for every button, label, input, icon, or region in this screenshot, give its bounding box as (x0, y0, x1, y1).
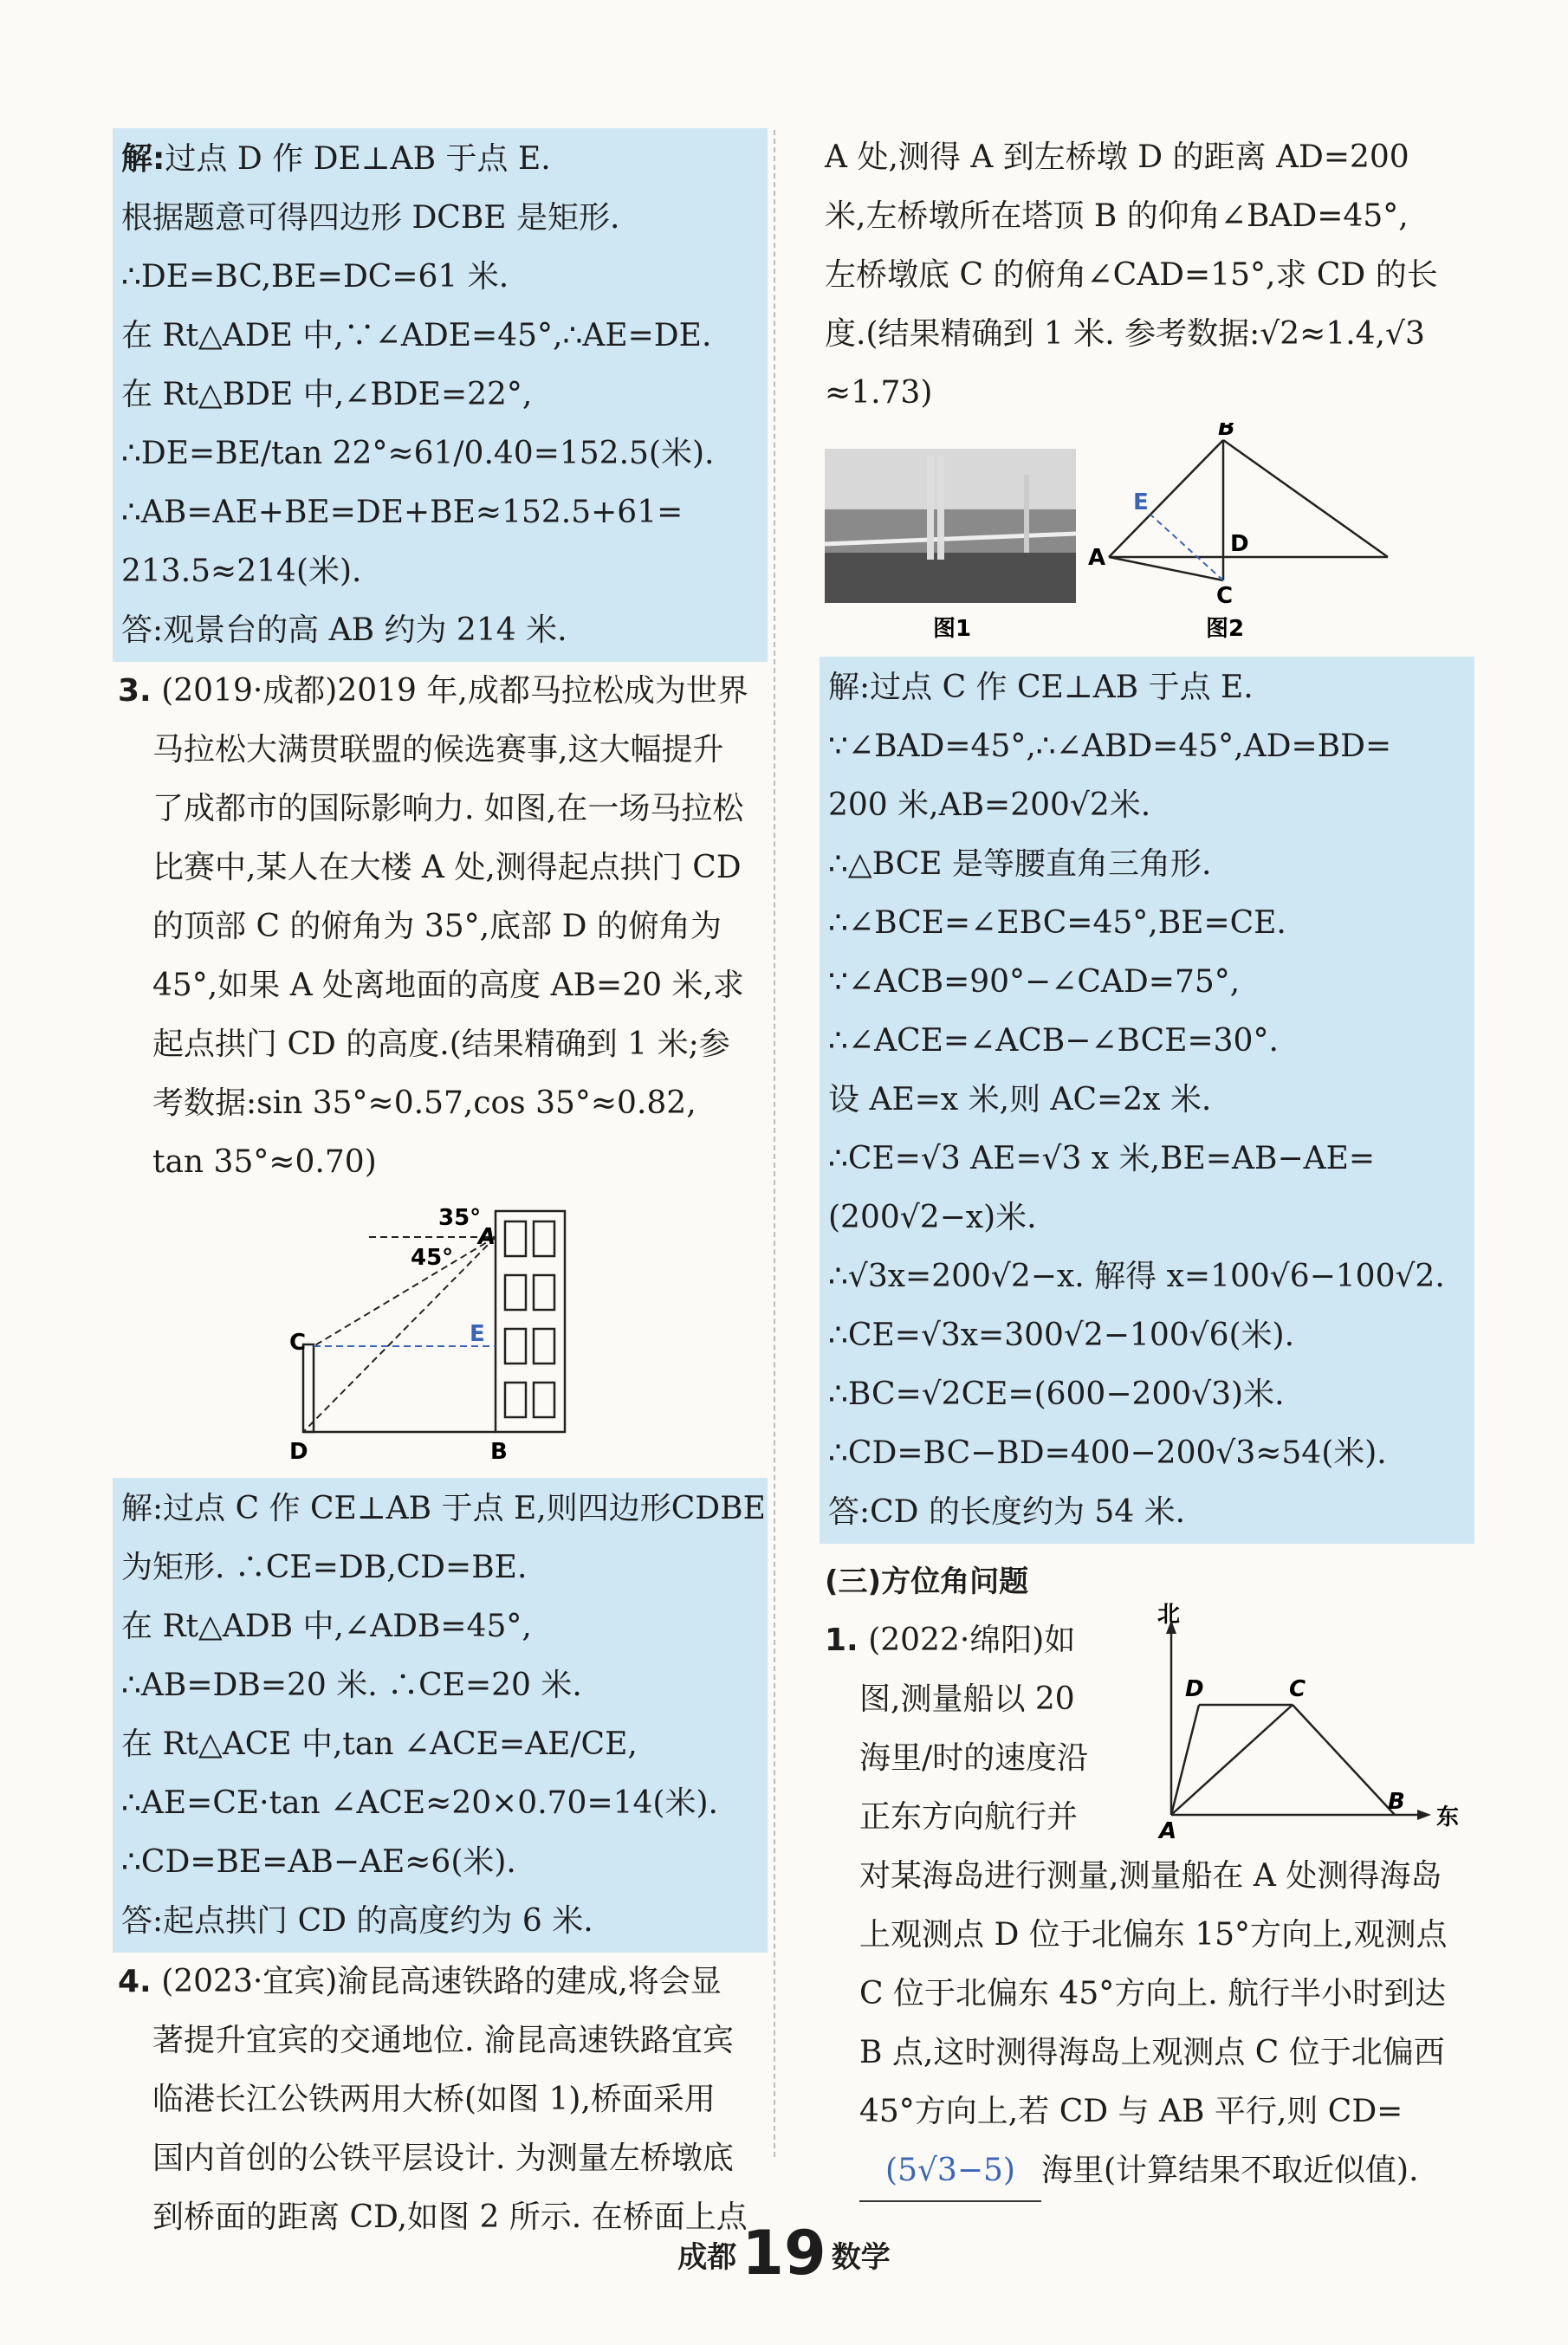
q4c-line-0: A 处,测得 A 到左桥墩 D 的距离 AD=200 (825, 139, 1409, 175)
column-divider (774, 130, 775, 2157)
sol4-line-0: 解:过点 C 作 CE⊥AB 于点 E. (828, 670, 1254, 705)
sol4-line-10: ∴√3x=200√2−x. 解得 x=100√6−100√2. (828, 1259, 1445, 1294)
sol2-line-0-rest: 过点 D 作 DE⊥AB 于点 E. (165, 141, 551, 177)
sol3-line-3: ∴AB=DB=20 米. ∴CE=20 米. (121, 1668, 582, 1703)
q1-point-A: A (1159, 1818, 1177, 1844)
q4-line-2: 临港长江公铁两用大桥(如图 1),桥面采用 (152, 2082, 716, 2117)
sol2-line-1: 根据题意可得四边形 DCBE 是矩形. (121, 200, 620, 236)
sol2-line-7: 213.5≈214(米). (121, 554, 362, 589)
q4c-line-3: 度.(结果精确到 1 米. 参考数据:√2≈1.4,√3 (825, 316, 1425, 352)
fig2-point-C: C (1216, 583, 1234, 609)
sol4-line-7: 设 AE=x 米,则 AC=2x 米. (828, 1082, 1212, 1117)
q1-tail: 海里(计算结果不取近似值). (1041, 2153, 1419, 2188)
q4-line-3: 国内首创的公铁平层设计. 为测量左桥墩底 (152, 2141, 734, 2176)
sol4-line-6: ∴∠ACE=∠ACB−∠BCE=30°. (828, 1023, 1279, 1059)
sol2-line-8: 答:观景台的高 AB 约为 214 米. (121, 612, 567, 648)
q4-figures (825, 423, 1466, 657)
sol4-line-3: ∴△BCE 是等腰直角三角形. (828, 846, 1212, 882)
q3-figure (118, 1192, 759, 1478)
q3-line-1: 马拉松大满贯联盟的候选赛事,这大幅提升 (152, 732, 724, 768)
q1-point-D: D (1185, 1676, 1204, 1702)
left-column (118, 128, 766, 2247)
q3-diagram (118, 1192, 759, 1478)
sol4-line-14: 答:CD 的长度约为 54 米. (828, 1494, 1186, 1530)
sol4-line-4: ∴∠BCE=∠EBC=45°,BE=CE. (828, 905, 1286, 941)
q4-number: 4. (118, 1964, 152, 1999)
sol3-line-4: 在 Rt△ACE 中,tan ∠ACE=AE/CE, (121, 1726, 638, 1762)
sol3-line-2: 在 Rt△ADB 中,∠ADB=45°, (121, 1609, 532, 1644)
q3-line-5: 45°,如果 A 处离地面的高度 AB=20 米,求 (152, 968, 744, 1003)
q3-angle-35: 35° (438, 1205, 482, 1231)
fig2-caption: 图2 (1206, 616, 1245, 642)
q4c-line-2: 左桥墩底 C 的俯角∠CAD=15°,求 CD 的长 (825, 257, 1438, 293)
q1-line-4: 45°方向上,若 CD 与 AB 平行,则 CD= (859, 2094, 1403, 2129)
q3-line-4: 的顶部 C 的俯角为 35°,底部 D 的俯角为 (152, 909, 722, 944)
q1-point-C: C (1289, 1676, 1306, 1702)
sol2-line-2: ∴DE=BC,BE=DC=61 米. (121, 259, 509, 295)
q3-line-2: 了成都市的国际影响力. 如图,在一场马拉松 (152, 791, 744, 826)
q1-number: 1. (825, 1623, 859, 1658)
right-column (825, 128, 1466, 2202)
q1-line-0: 对某海岛进行测量,测量船在 A 处测得海岛 (859, 1858, 1442, 1894)
sol2-line-4: 在 Rt△BDE 中,∠BDE=22°, (121, 377, 533, 412)
q4c-line-4: ≈1.73) (825, 375, 933, 411)
q3-line-3: 比赛中,某人在大楼 A 处,测得起点拱门 CD (152, 850, 742, 885)
q1-point-B: B (1388, 1789, 1405, 1815)
footer-subject: 数学 (831, 2240, 891, 2275)
q3-point-B: B (490, 1439, 508, 1465)
q4-diagram (825, 423, 1466, 657)
sol2-line-5: ∴DE=BE/tan 22°≈61/0.40=152.5(米). (121, 436, 715, 471)
q1-wrap-0: (2022·绵阳)如 (868, 1623, 1076, 1658)
sol4-line-8: ∴CE=√3 AE=√3 x 米,BE=AB−AE= (828, 1141, 1376, 1176)
sol3-line-1: 为矩形. ∴CE=DB,CD=BE. (121, 1550, 528, 1585)
q4-line-0: (2023·宜宾)渝昆高速铁路的建成,将会显 (161, 1964, 722, 1999)
sol4-line-5: ∵∠ACB=90°−∠CAD=75°, (828, 964, 1241, 1000)
footer-city: 成都 (677, 2240, 737, 2275)
question-1-bearing (825, 1603, 1466, 2202)
north-label: 北 (1157, 1603, 1181, 1628)
q3-line-6: 起点拱门 CD 的高度.(结果精确到 1 米;参 (152, 1027, 730, 1062)
fig1-caption: 图1 (933, 616, 972, 642)
sol4-line-1: ∵∠BAD=45°,∴∠ABD=45°,AD=BD= (828, 729, 1392, 764)
q1-answer-blank: (5√3−5) (859, 2141, 1041, 2202)
fig2-point-A: A (1088, 545, 1106, 571)
q1-line-1: 上观测点 D 位于北偏东 15°方向上,观测点 (859, 1917, 1448, 1953)
q1-bearing-diagram (1119, 1603, 1466, 1854)
solution-block-q3 (113, 1478, 768, 1953)
q3-point-A: A (478, 1224, 496, 1250)
q3-point-E: E (470, 1321, 485, 1347)
question-4-continued (825, 128, 1466, 423)
sol4-line-12: ∴BC=√2CE=(600−200√3)米. (828, 1377, 1285, 1412)
sol4-line-9: (200√2−x)米. (828, 1200, 1037, 1235)
fig2-point-E: E (1133, 489, 1149, 515)
question-3 (118, 662, 759, 1192)
q3-point-C: C (289, 1330, 307, 1356)
q3-line-8: tan 35°≈0.70) (152, 1144, 377, 1180)
q3-point-D: D (289, 1439, 308, 1465)
q1-line-2: C 位于北偏东 45°方向上. 航行半小时到达 (859, 1976, 1447, 2011)
question-4 (118, 1953, 759, 2247)
q1-wrap-2: 海里/时的速度沿 (859, 1740, 1089, 1776)
q3-number: 3. (118, 673, 152, 709)
sol4-line-11: ∴CE=√3x=300√2−100√6(米). (828, 1318, 1295, 1353)
sol4-line-13: ∴CD=BC−BD=400−200√3≈54(米). (828, 1435, 1387, 1471)
solution-block-q4 (820, 657, 1474, 1544)
sol3-line-6: ∴CD=BE=AB−AE≈6(米). (121, 1844, 516, 1880)
sol3-line-5: ∴AE=CE·tan ∠ACE≈20×0.70=14(米). (121, 1785, 718, 1821)
sol3-line-0: 解:过点 C 作 CE⊥AB 于点 E,则四边形CDBE (121, 1491, 766, 1526)
q3-line-0: (2019·成都)2019 年,成都马拉松成为世界 (161, 673, 748, 709)
page-footer (0, 2218, 1568, 2289)
q1-wrap-1: 图,测量船以 20 (859, 1681, 1075, 1717)
east-label: 东 (1436, 1804, 1460, 1830)
sol4-line-2: 200 米,AB=200√2米. (828, 787, 1151, 823)
q1-wrap-3: 正东方向航行并 (859, 1799, 1079, 1835)
sol3-line-7: 答:起点拱门 CD 的高度约为 6 米. (121, 1903, 593, 1939)
q3-angle-45: 45° (411, 1245, 454, 1271)
page-number: 19 (742, 2218, 826, 2289)
q4-line-4: 到桥面的距离 CD,如图 2 所示. 在桥面上点 (152, 2199, 748, 2235)
q3-line-7: 考数据:sin 35°≈0.57,cos 35°≈0.82, (152, 1085, 697, 1121)
sol2-line-3: 在 Rt△ADE 中,∵∠ADE=45°,∴AE=DE. (121, 318, 712, 353)
solution-block-q2 (113, 128, 768, 662)
solution-label: 解: (121, 141, 165, 177)
sol2-line-6: ∴AB=AE+BE=DE+BE≈152.5+61= (121, 495, 684, 530)
q1-line-3: B 点,这时测得海岛上观测点 C 位于北偏西 (859, 2035, 1445, 2070)
q4-line-1: 著提升宜宾的交通地位. 渝昆高速铁路宜宾 (152, 2023, 734, 2058)
section-heading: (三)方位角问题 (825, 1564, 1029, 1599)
fig2-point-D: D (1230, 531, 1249, 557)
fig2-point-B: B (1218, 423, 1235, 441)
q4c-line-1: 米,左桥墩所在塔顶 B 的仰角∠BAD=45°, (825, 198, 1409, 234)
